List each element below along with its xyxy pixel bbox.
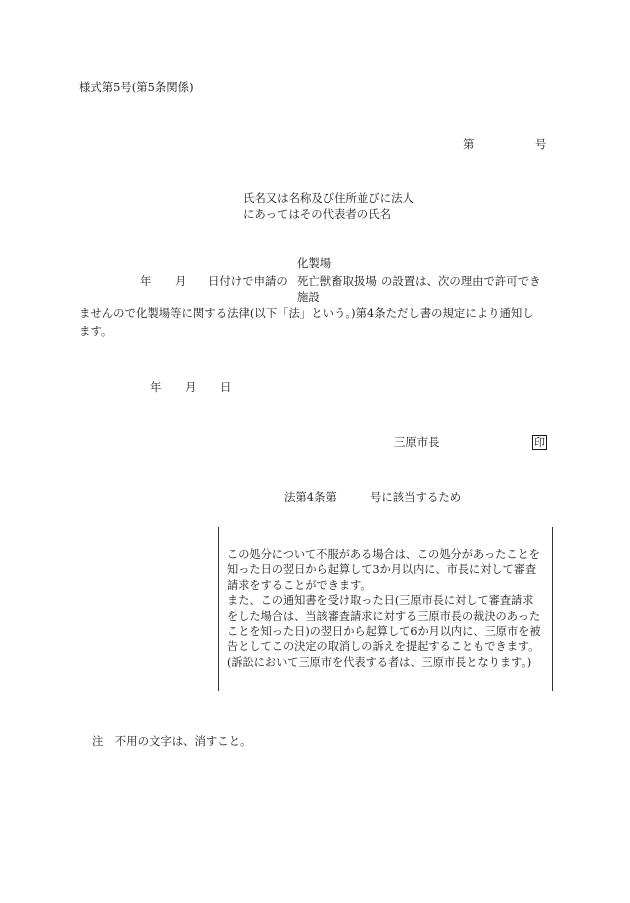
notice-line: 請求をすることができます。: [227, 578, 372, 592]
facility-option-3: 施設: [297, 290, 320, 304]
addressee-line-2: にあってはその代表者の氏名: [243, 207, 391, 221]
notice-line: (訴訟において三原市を代表する者は、三原市長となります。): [227, 655, 532, 669]
issuer-name: 三原市長: [394, 435, 440, 449]
applied-year-label: 年: [140, 274, 152, 288]
facility-option-1: 化製場: [297, 256, 332, 270]
reason-prefix: 法第4条第: [284, 490, 337, 504]
appeal-notice-box: [218, 527, 553, 691]
issue-month-label: 月: [185, 380, 197, 394]
notice-line: をした場合は、当該審査請求に対する三原市長の裁決のあった: [227, 609, 541, 623]
reason-suffix: 号に該当するため: [370, 490, 462, 504]
body-line-1-tail: の設置は、次の理由で許可でき: [381, 274, 541, 288]
appeal-notice-text: [227, 547, 547, 670]
addressee-line-1: 氏名又は名称及び住所並びに法人: [243, 191, 414, 205]
issue-day-label: 日: [220, 380, 232, 394]
notice-line: 知った日の翌日から起算して3か月以内に、市長に対して審査: [227, 563, 537, 577]
applied-month-label: 月: [175, 274, 187, 288]
doc-number-prefix: 第: [463, 137, 475, 151]
facility-option-2: 死亡獣畜取扱場: [297, 274, 377, 288]
notice-line: 告としてこの決定の取消しの訴えを提起することもできます。: [227, 640, 540, 654]
applied-day-label: 日付けで申請の: [208, 274, 288, 288]
doc-number-suffix: 号: [535, 137, 547, 151]
notice-line: この処分について不服がある場合は、この処分があったことを: [227, 548, 540, 561]
notice-line: また、この通知書を受け取った日(三原市長に対して審査請求: [227, 594, 534, 608]
notice-line: ことを知った日)の翌日から起算して6か月以内に、三原市を被: [227, 625, 541, 639]
seal-mark: 印: [534, 436, 545, 449]
body-line-2: ませんので化製場等に関する法律(以下「法」という。)第4条ただし書の規定により通知し: [79, 306, 534, 320]
issue-year-label: 年: [150, 380, 162, 394]
form-title: 様式第5号(第5条関係): [79, 80, 194, 94]
footnote: 注 不用の文字は、消すこと。: [92, 734, 252, 748]
body-line-3: ます。: [79, 324, 113, 338]
